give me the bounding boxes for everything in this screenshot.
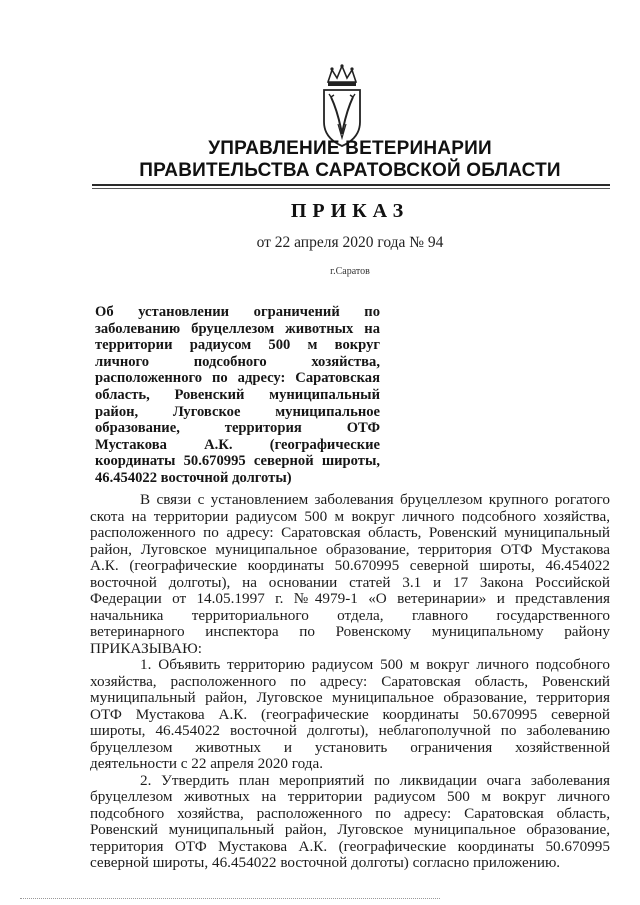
- body-line: подсобного хозяйства, расположенного по адресу: Саратовская область,: [90, 805, 610, 822]
- body-line: широты, 46.454022 восточной долготы), неблагополучной по заболеванию: [90, 723, 610, 739]
- subject-line: личного подсобного хозяйства,: [95, 353, 380, 370]
- order-subject: [95, 304, 380, 487]
- subject-line: область, Ровенский муниципальный: [95, 386, 380, 403]
- body-line: хозяйства, расположенного по адресу: Саратовская область, Ровенский: [90, 673, 610, 690]
- body-line: деятельности с 22 апреля 2020 года.: [90, 756, 324, 772]
- subject-line: Мустакова А.К. (географические: [95, 436, 380, 453]
- body-line: В связи с установлением заболевания бруцеллезом крупного рогатого: [140, 492, 610, 508]
- body-line-item-1: 1. Объявить территорию радиусом 500 м вокруг личного подсобного: [140, 657, 610, 673]
- body-line-decree: ПРИКАЗЫВАЮ:: [90, 640, 202, 657]
- body-line: ОТФ Мустакова А.К. (географические координаты 50.670995 северной: [90, 706, 610, 723]
- organization-name-line-2: ПРАВИТЕЛЬСТВА САРАТОВСКОЙ ОБЛАСТИ: [139, 160, 561, 181]
- body-line: начальника территориального отдела, главного государственного: [90, 607, 610, 624]
- order-city: г.Саратов: [330, 266, 370, 277]
- subject-line: район, Луговское муниципальное: [95, 403, 380, 420]
- header-divider: [92, 184, 610, 186]
- body-line: район, Луговское муниципальное образование, территория ОТФ Мустакова: [90, 541, 610, 558]
- header-divider-thin: [92, 188, 610, 189]
- order-date-number: от 22 апреля 2020 года № 94: [256, 234, 444, 251]
- body-line: бруцеллезом животных на территории радиусом 500 м вокруг личного: [90, 789, 610, 805]
- subject-line: расположенного по адресу: Саратовская: [95, 370, 380, 387]
- subject-line: заболеванию бруцеллезом животных на: [95, 320, 380, 337]
- body-line: северной широты, 46.454022 восточной долготы) согласно приложению.: [90, 855, 561, 871]
- body-line: А.К. (географические координаты 50.670995 северной широты, 46.454022: [90, 558, 610, 574]
- body-line: скота на территории радиусом 500 м вокруг личного подсобного хозяйства,: [90, 508, 610, 525]
- organization-name-line-1: УПРАВЛЕНИЕ ВЕТЕРИНАРИИ: [208, 138, 492, 159]
- scan-edge-artifact: [20, 898, 440, 899]
- order-body: [90, 492, 610, 872]
- body-line: муниципальный район, Луговское муниципальное образование, территория: [90, 690, 610, 706]
- subject-line: Об установлении ограничений по: [95, 304, 380, 320]
- body-line: расположенного по адресу: Саратовская область, Ровенский муниципальный: [90, 525, 610, 541]
- subject-line: территории радиусом 500 м вокруг: [95, 337, 380, 354]
- body-line: восточной долготы), на основании статей 3.1 и 17 Закона Российской: [90, 574, 610, 591]
- subject-line: 46.454022 восточной долготы): [95, 469, 292, 486]
- body-line: ветеринарного инспектора по Ровенскому муниципальному району: [90, 624, 610, 640]
- body-line: Федерации от 14.05.1997 г. №4979-1 «О ветеринарии» и представления: [90, 591, 610, 607]
- body-line: Ровенский муниципальный район, Луговское муниципальное образование,: [90, 822, 610, 838]
- subject-line: образование, территория ОТФ: [95, 420, 380, 437]
- body-line: бруцеллезом животных и установить ограничения хозяйственной: [90, 739, 610, 756]
- document-title: ПРИКАЗ: [290, 200, 410, 222]
- body-line: территория ОТФ Мустакова А.К. (географические координаты 50.670995: [90, 838, 610, 855]
- subject-line: координаты 50.670995 северной широты,: [95, 453, 380, 470]
- body-line-item-2: 2. Утвердить план мероприятий по ликвидации очага заболевания: [140, 772, 610, 789]
